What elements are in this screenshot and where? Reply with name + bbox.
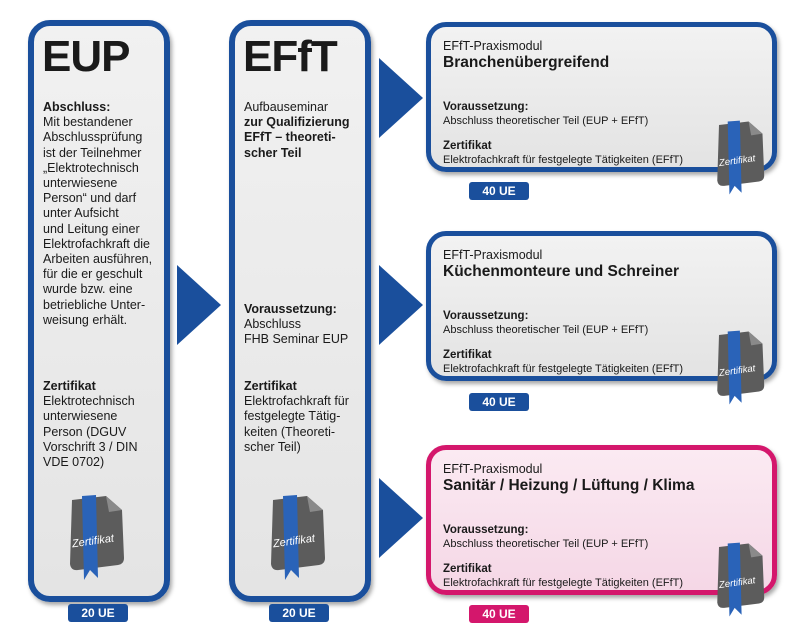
- module-voraussetzung-text: Abschluss theoretischer Teil (EUP + EFfT): [443, 115, 649, 127]
- efft-voraussetzung-block: [244, 302, 348, 348]
- efft-voraussetzung-label: Voraussetzung:: [244, 302, 337, 316]
- module-title: Sanitär / Heizung / Lüftung / Klima: [443, 477, 695, 494]
- eup-title: EUP: [42, 32, 130, 81]
- module-zertifikat-text: Elektrofachkraft für festgelegte Tätigkeiten (EFfT): [443, 154, 684, 166]
- module-title: Küchenmonteure und Schreiner: [443, 263, 679, 280]
- certificate-icon: [62, 492, 128, 584]
- eup-abschluss-line: für die er geschult: [43, 267, 143, 282]
- eup-abschluss-line: Elektrofachkraft die: [43, 236, 150, 251]
- eup-abschluss-line: Mit bestandener: [43, 115, 133, 130]
- certificate-label: Zertifikat: [272, 532, 316, 551]
- eup-abschluss-line: Arbeiten ausführen,: [43, 252, 153, 267]
- eup-abschluss-block: [43, 100, 152, 328]
- module-voraussetzung-label: Voraussetzung:: [443, 524, 529, 536]
- eup-zertifikat-line: Vorschrift 3 / DIN: [43, 439, 138, 454]
- module-zertifikat-label: Zertifikat: [443, 563, 492, 575]
- efft-zertifikat-line: keiten (Theoreti-: [244, 424, 336, 439]
- eup-zertifikat-line: Elektrotechnisch: [43, 394, 135, 409]
- eup-abschluss-line: Abschlussprüfung: [43, 130, 143, 145]
- eup-abschluss-line: weisung erhält.: [43, 312, 128, 327]
- eup-abschluss-line: „Elektrotechnisch: [43, 160, 139, 175]
- module-zertifikat-label: Zertifikat: [443, 140, 492, 152]
- eup-abschluss-line: unterwiesene: [43, 176, 118, 191]
- arrow-right-icon: [379, 265, 423, 345]
- module-voraussetzung-text: Abschluss theoretischer Teil (EUP + EFfT): [443, 324, 649, 336]
- efft-voraussetzung-line: FHB Seminar EUP: [244, 332, 349, 347]
- arrow-right-icon: [379, 58, 423, 138]
- eup-zertifikat-line: unterwiesene: [43, 409, 118, 424]
- eup-zertifikat-block: [43, 379, 137, 470]
- ue-badge: 40 UE: [469, 393, 529, 411]
- arrow-right-icon: [177, 265, 221, 345]
- efft-intro-bold-line: EFfT – theoreti-: [244, 130, 336, 145]
- efft-voraussetzung-line: Abschluss: [244, 317, 301, 332]
- module-zertifikat-label: Zertifikat: [443, 349, 492, 361]
- module-voraussetzung-label: Voraussetzung:: [443, 101, 529, 113]
- ue-badge: 20 UE: [68, 604, 128, 622]
- certificate-label: Zertifikat: [718, 575, 757, 592]
- efft-intro-bold-line: scher Teil: [244, 145, 302, 160]
- eup-abschluss-line: Person“ und darf: [43, 191, 137, 206]
- module-title: Branchenübergreifend: [443, 54, 610, 71]
- eup-abschluss-line: betriebliche Unter-: [43, 297, 146, 312]
- eup-abschluss-label: Abschluss:: [43, 100, 111, 114]
- certificate-label: Zertifikat: [718, 363, 757, 380]
- eup-zertifikat-line: Person (DGUV: [43, 424, 127, 439]
- module-label: EFfT-Praxismodul: [443, 248, 543, 262]
- ue-badge: 20 UE: [269, 604, 329, 622]
- efft-title: EFfT: [243, 32, 337, 81]
- certificate-icon: [263, 492, 329, 584]
- module-voraussetzung-text: Abschluss theoretischer Teil (EUP + EFfT): [443, 538, 649, 550]
- module-zertifikat-text: Elektrofachkraft für festgelegte Tätigkeiten (EFfT): [443, 577, 684, 589]
- arrow-right-icon: [379, 478, 423, 558]
- efft-intro-block: [244, 100, 350, 161]
- module-zertifikat-text: Elektrofachkraft für festgelegte Tätigkeiten (EFfT): [443, 363, 684, 375]
- certificate-label: Zertifikat: [71, 532, 115, 551]
- efft-zertifikat-line: Elektrofachkraft für: [244, 394, 349, 409]
- certificate-label: Zertifikat: [718, 153, 757, 170]
- efft-zertifikat-line: scher Teil): [244, 439, 301, 454]
- eup-zertifikat-label: Zertifikat: [43, 379, 96, 393]
- efft-intro-line: Aufbauseminar: [244, 100, 329, 114]
- eup-abschluss-line: unter Aufsicht: [43, 206, 119, 221]
- efft-zertifikat-label: Zertifikat: [244, 379, 297, 393]
- certificate-icon: [706, 118, 772, 198]
- module-voraussetzung-label: Voraussetzung:: [443, 310, 529, 322]
- ue-badge: 40 UE: [469, 605, 529, 623]
- eup-abschluss-line: wurde bzw. eine: [43, 282, 133, 297]
- module-label: EFfT-Praxismodul: [443, 462, 543, 476]
- efft-zertifikat-block: [244, 379, 349, 455]
- certificate-icon: [706, 328, 772, 408]
- certificate-icon: [706, 540, 772, 620]
- efft-intro-bold-line: zur Qualifizierung: [244, 115, 350, 130]
- eup-abschluss-line: ist der Teilnehmer: [43, 145, 142, 160]
- eup-zertifikat-line: VDE 0702): [43, 455, 105, 470]
- eup-abschluss-line: und Leitung einer: [43, 221, 140, 236]
- efft-zertifikat-line: festgelegte Tätig-: [244, 409, 341, 424]
- ue-badge: 40 UE: [469, 182, 529, 200]
- module-label: EFfT-Praxismodul: [443, 39, 543, 53]
